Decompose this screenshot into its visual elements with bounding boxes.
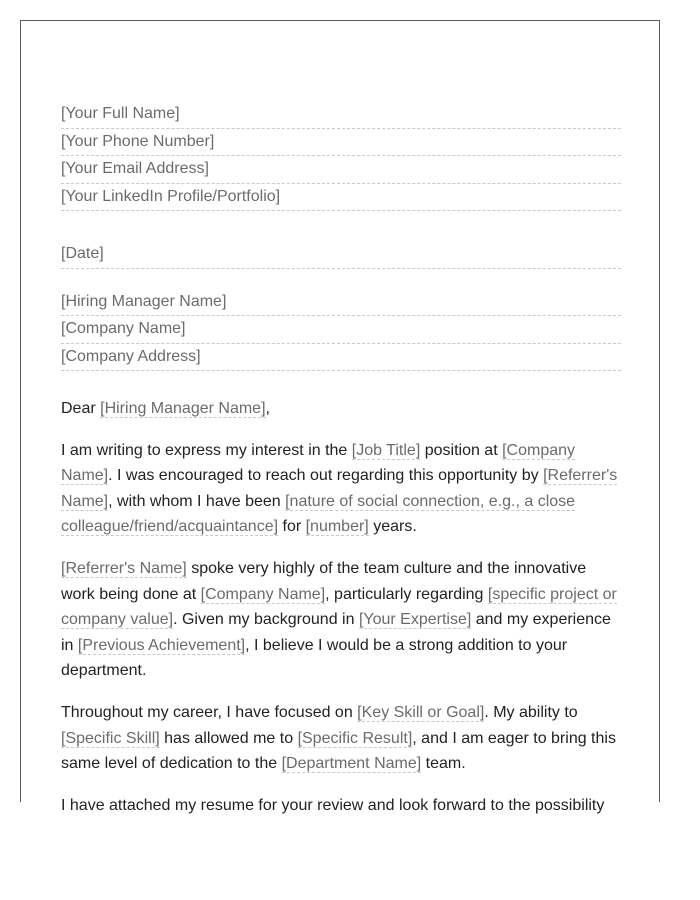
spacer [61, 269, 621, 289]
body-text: . My ability to [484, 703, 578, 721]
body-text: has allowed me to [159, 729, 298, 747]
paragraph-4 [61, 793, 621, 819]
body-text: I have attached my resume for your review and look forward to the possibility [61, 796, 605, 814]
salutation-text: , [265, 400, 270, 417]
sender-linkedin-field[interactable]: [Your LinkedIn Profile/Portfolio] [61, 184, 621, 212]
body-text: years. [368, 518, 417, 536]
specific-skill-field[interactable]: [Specific Skill] [61, 729, 160, 747]
body-text: . Given my background in [173, 611, 359, 629]
date-field[interactable]: [Date] [61, 241, 621, 269]
letter-page [20, 20, 660, 814]
body-text: , and I am eager to bring this same level of dedication to the [61, 729, 616, 773]
referrer-name-field[interactable]: [Referrer's Name] [61, 467, 618, 510]
specific-result-field[interactable]: [Specific Result] [297, 729, 413, 747]
department-name-field[interactable]: [Department Name] [281, 755, 422, 773]
sender-block [61, 101, 621, 211]
years-number-field[interactable]: [number] [305, 518, 369, 536]
sender-phone-field[interactable]: [Your Phone Number] [61, 129, 621, 157]
spacer [61, 371, 621, 396]
letter-content [61, 101, 621, 834]
connection-field[interactable]: [nature of social connection, e.g., a close colleague/friend/acquaintance] [61, 492, 576, 536]
company-name-field[interactable]: [Company Name] [200, 585, 326, 603]
sender-name-field[interactable]: [Your Full Name] [61, 101, 621, 129]
achievement-field[interactable]: [Previous Achievement] [77, 636, 246, 654]
sender-email-field[interactable]: [Your Email Address] [61, 156, 621, 184]
company-address-field[interactable]: [Company Address] [61, 344, 621, 372]
project-value-field[interactable]: [specific project or company value] [61, 585, 617, 629]
referrer-name-field[interactable]: [Referrer's Name] [61, 559, 187, 577]
salutation-name-field[interactable]: [Hiring Manager Name] [100, 400, 266, 417]
job-title-field[interactable]: [Job Title] [351, 441, 421, 459]
salutation-text: Dear [61, 400, 101, 417]
body-text: I am writing to express my interest in the [61, 441, 352, 459]
body-text: , particularly regarding [325, 585, 488, 603]
company-name-field[interactable]: [Company Name] [61, 316, 621, 344]
expertise-field[interactable]: [Your Expertise] [358, 611, 472, 629]
paragraph-2 [61, 556, 621, 684]
key-skill-field[interactable]: [Key Skill or Goal] [357, 703, 485, 721]
company-name-field[interactable]: [Company Name] [61, 441, 576, 485]
body-text: , with whom I have been [108, 492, 286, 510]
recipient-block [61, 289, 621, 372]
body-text: and my experience in [61, 611, 611, 654]
spacer [61, 211, 621, 241]
body-text: Throughout my career, I have focused on [61, 703, 358, 721]
salutation [61, 396, 621, 422]
paragraph-1 [61, 438, 621, 540]
body-text: , I believe I would be a strong addition to your department. [61, 636, 568, 680]
body-text: position at [420, 441, 503, 459]
body-text: for [278, 518, 306, 536]
body-text: team. [421, 755, 466, 773]
body-text: spoke very highly of the team culture and the innovative work being done at [61, 559, 587, 603]
paragraph-3 [61, 700, 621, 777]
body-text: . I was encouraged to reach out regarding this opportunity by [108, 467, 544, 485]
hiring-manager-field[interactable]: [Hiring Manager Name] [61, 289, 621, 317]
